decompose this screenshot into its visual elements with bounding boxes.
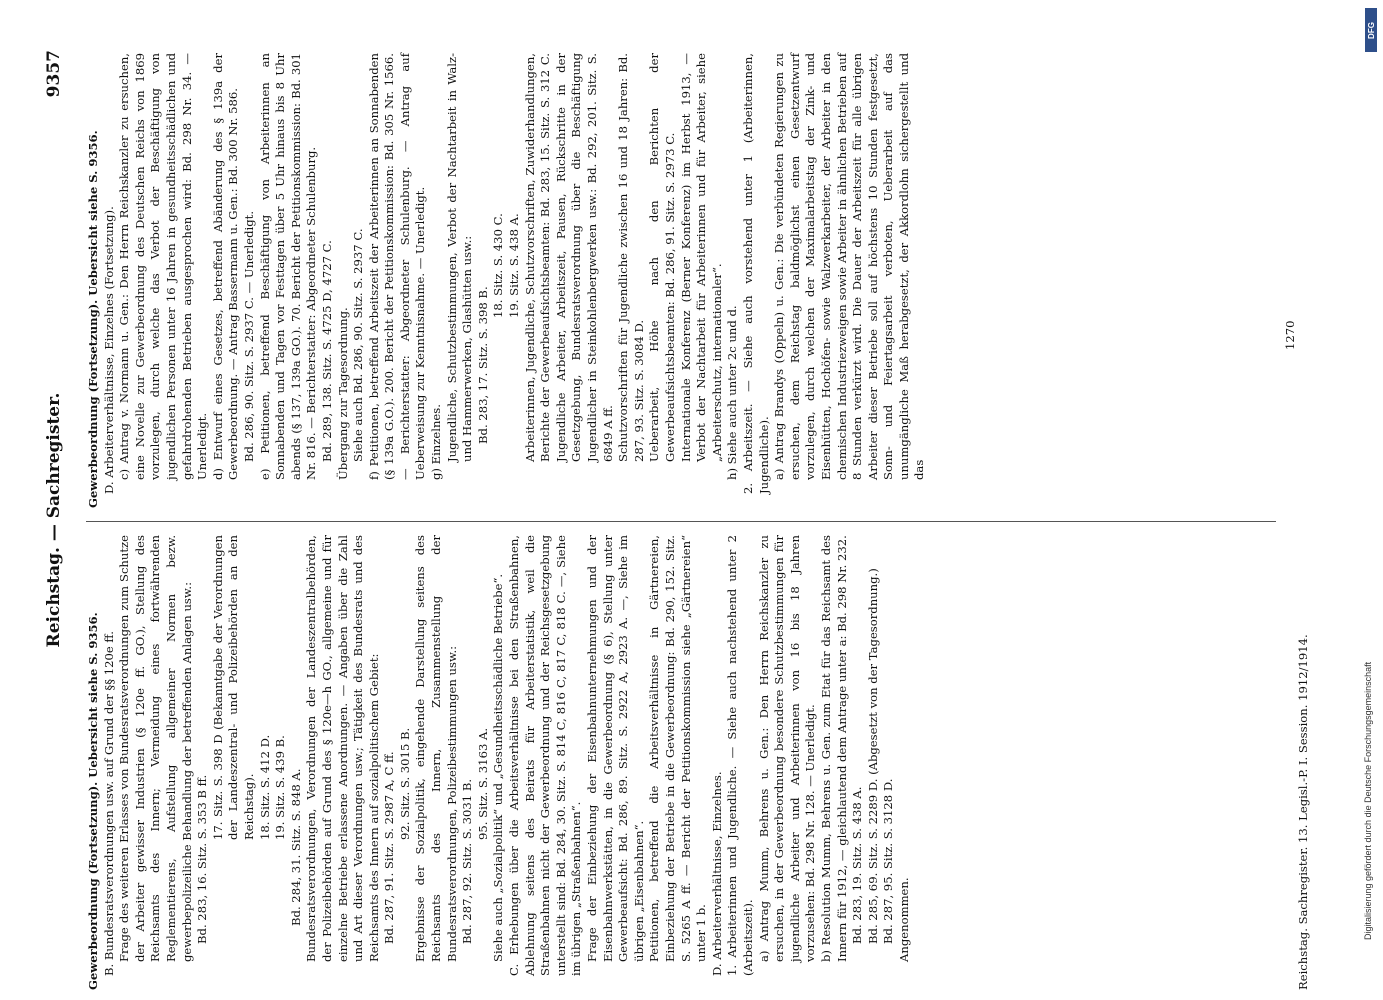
left-column-entry: 95. Sitz. S. 3163 A. xyxy=(475,727,490,840)
left-column-entry: Gewerbeordnung (Fortsetzung). Uebersicht siehe S. 9356. xyxy=(86,612,100,990)
right-column-entry: d) Entwurf eines Gesetzes, betreffend Abänderung des § 139a der Gewerbeordnung. — Antrag Bassermann u. Gen.: Bd. 300 Nr. 586. xyxy=(210,53,241,480)
left-column-entry: Ergebnisse der Sozialpolitik, eingehende Darstellung seitens des Reichsamts des Innern, Zusammenstellung der Bundesratsverordnungen, Polizeibestimmungen usw.: xyxy=(413,535,459,962)
page-header-title: Reichstag. — Sachregister. xyxy=(44,392,64,648)
right-column-entry: Übergang zur Tagesordnung. xyxy=(335,307,350,480)
left-column-entry: 19. Sitz. S. 439 B. xyxy=(273,735,288,840)
right-column xyxy=(86,53,928,508)
right-column-entry: Jugendliche, Schutzbestimmungen, Verbot der Nachtarbeit in Walz- und Hammerwerken, Glashütten usw.: xyxy=(444,53,475,462)
left-column-entry: Bd. 283, 19. Sitz. S. 438 A. xyxy=(850,786,865,944)
right-column-entry: Bd. 289, 138. Sitz. S. 4725 D, 4727 C. xyxy=(319,240,334,462)
left-column-entry: C. Erhebungen über die Arbeitsverhältnisse bei den Straßenbahnen, Ablehnung seitens des Beirats für Arbeiterstatistik, weil die Straßenbahnen nicht der Gewerbeordnung und der Reichsgesetzgebung unterstellt sind: Bd. 284, 30. Sitz. S. 814 C, 816 C, 817 C, 818 C. —, Siehe im übrigen „Straßenbahnen“. xyxy=(507,535,584,976)
left-column-entry: B. Bundesratsverordnungen usw. auf Grund der §§ 120e ff. xyxy=(101,631,116,976)
right-column-entry: Bd. 283, 17. Sitz. S. 398 B. xyxy=(475,286,490,444)
left-column-entry: 92. Sitz. S. 3015 B. xyxy=(397,727,412,840)
left-column-entry: b) Resolution Mumm, Behrens u. Gen. zum Etat für das Reichsamt des Innern für 1912, — gleichlautend dem Antrage unter a: Bd. 298 Nr. 232. xyxy=(818,535,849,962)
left-column-entry: Angenommen. xyxy=(896,877,911,962)
left-column-entry: Bd. 287, 92. Sitz. S. 3031 B. xyxy=(460,778,475,944)
footer-source: Reichstag. Sachregister. 13. Legisl.-P. I. Session. 1912/1914. xyxy=(1296,634,1310,990)
left-column-entry: 1. Arbeiterinnen und Jugendliche. — Siehe auch nachstehend unter 2 (Arbeitszeit). xyxy=(725,535,755,976)
right-column-entry: Ueberarbeit, Höhe nach den Berichten der Gewerbeaufsichtsbeamten: Bd. 286, 91. Sitz. S. 2973 C. xyxy=(647,53,677,462)
right-column-entry: D. Arbeiterverhältnisse, Einzelnes (Fortsetzung). xyxy=(101,206,116,494)
column-divider xyxy=(86,521,1276,522)
page-number: 9357 xyxy=(44,50,64,98)
digitization-note xyxy=(1363,140,1375,940)
left-column-entry: Bd. 284, 31. Sitz. S. 848 A. xyxy=(288,768,303,926)
left-column-entry: Siehe auch „Sozialpolitik“ und „Gesundheitsschädliche Betriebe“. xyxy=(491,573,506,962)
right-column-entry: h) Siehe auch unter 2c und d. xyxy=(725,305,740,480)
left-column-entry: Frage des weiteren Erlasses von Bundesratsverordnungen zum Schutze der Arbeiter gewisser Industrien (§ 120e ff. GO.), Stellung des Reichsamts des Innern; Vermeidung eines fortwährenden Reglementierens, Aufstellung allgemeiner Normen bezw. gewerbepolizeiliche Behandlung der betreffenden Anlagen usw.: xyxy=(117,535,194,962)
right-column-entry: Internationale Konferenz (Berner Konferenz) im Herbst 1913, — Verbot der Nachtarbeit für Arbeiterinnen und für Arbeiter, siehe „Arbeiterschutz, internationaler“. xyxy=(678,53,724,462)
left-column-entry: Bd. 287, 91. Sitz. S. 2987 A, C ff. xyxy=(382,751,397,944)
dfg-logo-text: DFG xyxy=(1366,21,1376,39)
rotated-page xyxy=(38,50,1328,990)
right-column-entry: e) Petitionen, betreffend Beschäftigung von Arbeiterinnen an Sonnabenden und Tagen vor Festtagen über 5 Uhr hinaus bis 8 Uhr abends (§ 137, 139a GO.). 70. Bericht der Petitionskommission: Bd. 301 Nr. 816. — Berichterstatter: Abgeordneter Schulenburg. xyxy=(257,53,319,480)
left-column-entry: D. Arbeiterverhältnisse, Einzelnes. xyxy=(709,771,724,976)
left-column-entry: 18. Sitz. S. 412 D. xyxy=(257,734,272,840)
left-column-entry: Bd. 283, 16. Sitz. S. 353 B ff. xyxy=(195,774,210,944)
right-column-entry: c) Antrag v. Normann u. Gen.: Den Herrn Reichskanzler zu ersuchen, eine Novelle zur Gewerbeordnung des Deutschen Reichs von 1869 vorzulegen, durch welche das Verbot der Beschäftigung von jugendlichen Personen unter 16 Jahren in gesundheitsschädlichen und gefahrdrohenden Betrieben ausgesprochen wird: Bd. 298 Nr. 34. — Unerledigt. xyxy=(117,53,210,480)
dfg-logo xyxy=(1365,8,1377,52)
left-column xyxy=(86,535,912,990)
left-column-entry: a) Antrag Mumm, Behrens u. Gen.: Den Herrn Reichskanzler zu ersuchen, in der Gewerbeordnung besondere Schutzbestimmungen für jugendliche Arbeiter und Arbeiterinnen von 16 bis 18 Jahren vorzusehen: Bd. 298 Nr. 128. — Unerledigt. xyxy=(756,535,818,962)
footer-signature: 1270 xyxy=(1283,320,1297,350)
right-column-entry: 19. Sitz. S. 438 A. xyxy=(507,213,522,318)
right-column-entry: g) Einzelnes. xyxy=(429,404,444,480)
right-column-entry: 18. Sitz. S. 430 C. xyxy=(491,213,506,318)
right-column-entry: Gewerbeordnung (Fortsetzung). Uebersicht siehe S. 9356. xyxy=(86,130,100,508)
right-column-entry: Bd. 286, 90. Sitz. S. 2937 C. — Unerledigt. xyxy=(241,210,256,462)
left-column-entry: Petitionen, betreffend die Arbeitsverhältnisse in Gärtnereien, Einbeziehung der Betriebe in die Gewerbeordnung: Bd. 290, 152. Sitz. S. 5265 A ff. — Bericht der Petitionskommission siehe „Gärtnereien“ unter 1 b. xyxy=(647,535,709,962)
right-column-entry: f) Petitionen, betreffend Arbeitszeit der Arbeiterinnen an Sonnabenden (§ 139a G.O.). 200. Bericht der Petitionskommission: Bd. 305 Nr. 1566. — Berichterstatter: Abgeordneter Schulenburg. — Antrag auf Ueberweisung zur Kenntnisnahme. — Unerledigt. xyxy=(366,53,428,480)
right-column-entry: Schutzvorschriften für Jugendliche zwischen 16 und 18 Jahren: Bd. 287, 93. Sitz. S. 3084 D. xyxy=(616,53,646,462)
left-column-entry: Bd. 287, 95. Sitz. S. 3128 D. xyxy=(881,778,896,944)
right-column-entry: a) Antrag Brandys (Oppeln) u. Gen.: Die verbündeten Regierungen zu ersuchen, dem Reichstag baldmöglichst einen Gesetzentwurf vorzulegen, durch welchen der Maximalarbeitstag der Zink- und Eisenhütten, Hochöfen- sowie Walzwerkarbeiter, der Arbeiter in den chemischen Industriezweigen sowie Arbeiter in ähnlichen Betrieben auf 8 Stunden verkürzt wird. Die Dauer der Arbeitszeit für alle übrigen Arbeiter dieser Betriebe soll auf höchstens 10 Stunden festgesetzt, Sonn- und Feiertagsarbeit verboten, Ueberarbeit auf das unumgängliche Maß herabgesetzt, der Akkordlohn sichergestellt und das xyxy=(772,53,927,480)
left-column-entry: 17. Sitz. S. 398 D (Bekanntgabe der Verordnungen der Landeszentral- und Polizeibehörden an den Reichstag). xyxy=(210,535,256,840)
right-column-entry: 2. Arbeitszeit. — Siehe auch vorstehend unter 1 (Arbeiterinnen, Jugendliche). xyxy=(740,53,771,494)
page-header xyxy=(38,50,78,990)
right-column-entry: Siehe auch Bd. 286, 90. Sitz. S. 2937 C. xyxy=(351,228,366,462)
left-column-entry: Bundesratsverordnungen, Verordnungen der Landeszentralbehörden, der Polizeibehörden auf Grund des § 120e—h GO., allgemeine und für einzelne Betriebe erlassene Anordnungen. — Angaben über die Zahl und Art dieser Verordnungen usw.; Tätigkeit des Bundesrats und des Reichsamts des Innern auf sozialpolitischem Gebiet: xyxy=(304,535,381,962)
left-column-entry: Frage der Einbeziehung der Eisenbahnunternehmungen und der Eisenbahnwerkstätten, in die Gewerbeordnung (§ 6), Stellung unter Gewerbeaufsicht: Bd. 286, 89. Sitz. S. 2922 A, 2923 A. —, Siehe im übrigen „Eisenbahnen“. xyxy=(585,535,646,962)
left-column-entry: Bd. 285, 69. Sitz. S. 2289 D. (Abgesetzt von der Tagesordnung.) xyxy=(865,568,880,944)
digitization-note-text: Digitalisierung gefördert durch die Deutsche Forschungsgemeinschaft xyxy=(1363,661,1373,940)
right-column-entry: Arbeiterinnen, Jugendliche, Schutzvorschriften, Zuwiderhandlungen, Berichte der Gewerbeaufsichtsbeamten: Bd. 283, 15. Sitz. S. 312 C. Jugendliche Arbeiter, Arbeitszeit, Pausen, Rückschritte in der Gesetzgebung, Bundesratsverordnung über die Beschäftigung Jugendlicher in Steinkohlenbergwerken usw.: Bd. 292, 201. Sitz. S. 6849 A ff. xyxy=(522,53,615,462)
